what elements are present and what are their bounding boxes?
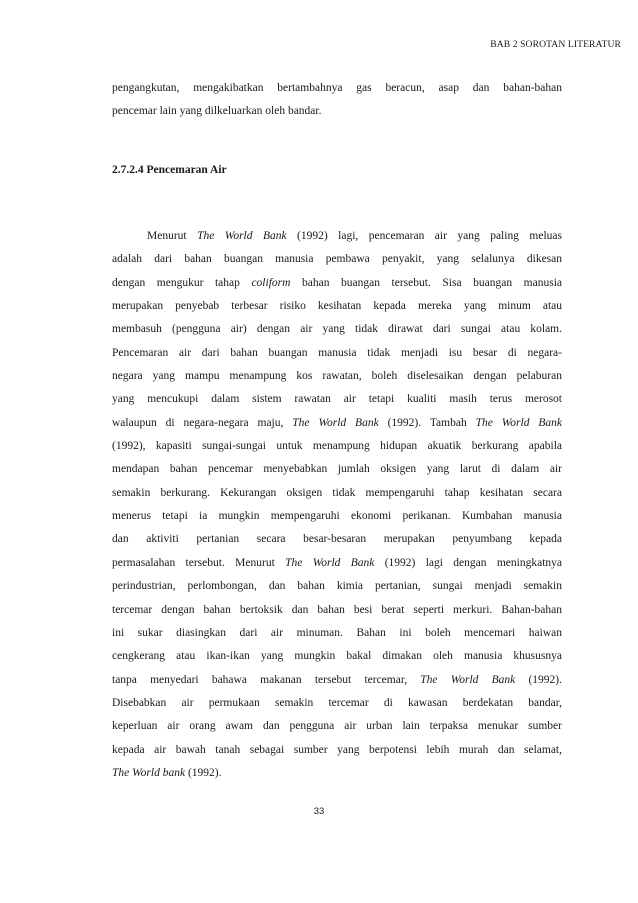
text-run: cengkerang atau ikan-ikan yang mungkin bakal dimakan oleh manusia khususnya — [112, 650, 562, 663]
body-paragraph — [112, 225, 562, 785]
text-run: permasalahan tersebut. Menurut — [112, 556, 286, 569]
text-run: semakin berkurang. Kekurangan oksigen tidak mempengaruhi tahap kesihatan secara — [112, 486, 562, 499]
text-run: Menurut — [147, 230, 198, 242]
italic-text: The World Bank — [292, 416, 379, 429]
paragraph-line — [112, 669, 562, 692]
text-run: adalah dari bahan buangan manusia pembawa penyakit, yang selalunya dikesan — [112, 253, 562, 266]
running-header: BAB 2 SOROTAN LITERATUR — [490, 39, 621, 50]
paragraph-line — [112, 528, 562, 551]
italic-text: The World Bank — [475, 416, 563, 429]
section-heading: 2.7.2.4 Pencemaran Air — [112, 164, 227, 176]
text-run: (1992). — [185, 766, 222, 779]
text-run: ini sukar diasingkan dari air minuman. Bahan ini boleh mencemari haiwan — [112, 626, 562, 639]
paragraph-line — [112, 365, 562, 388]
page-number: 33 — [313, 806, 325, 817]
text-run: (1992), kapasiti sungai-sungai untuk menampung hidupan akuatik berkurang apabila — [112, 440, 562, 453]
text-run: (1992) lagi, pencemaran air yang paling meluas — [286, 230, 562, 242]
text-run: (1992) lagi dengan meningkatnya — [374, 556, 563, 569]
paragraph-line — [112, 388, 562, 411]
text-run: Disebabkan air permukaan semakin tercemar di kawasan berdekatan bandar, — [112, 696, 562, 709]
paragraph-line: pengangkutan, mengakibatkan bertambahnya gas beracun, asap dan bahan-bahan — [112, 82, 562, 94]
italic-text: The World Bank — [285, 556, 375, 569]
paragraph-line — [112, 599, 562, 622]
paragraph-line — [112, 645, 562, 668]
paragraph-line — [112, 435, 562, 458]
text-run: membasuh (pengguna air) dengan air yang tidak dirawat dari sungai atau kolam. — [112, 323, 562, 336]
paragraph-line — [112, 505, 562, 528]
paragraph-line — [112, 762, 562, 785]
text-run: walaupun di negara-negara maju, — [112, 416, 293, 429]
paragraph-line — [112, 575, 562, 598]
text-run: perindustrian, perlombongan, dan bahan kimia pertanian, sungai menjadi semakin — [112, 580, 562, 593]
paragraph-line — [112, 622, 562, 645]
text-run: tanpa menyedari bahawa makanan tersebut tercemar, — [112, 673, 421, 686]
paragraph-line — [112, 715, 562, 738]
text-run: merupakan penyebab terbesar risiko kesihatan kepada mereka yang minum atau — [112, 300, 562, 313]
paragraph-line — [112, 295, 562, 318]
paragraph-line — [112, 552, 562, 575]
text-run: bahan buangan tersebut. Sisa buangan manusia — [290, 276, 562, 289]
text-run: keperluan air orang awam dan pengguna air urban lain terpaksa menukar sumber — [112, 720, 562, 733]
paragraph-line — [112, 342, 562, 365]
paragraph-line — [112, 248, 562, 271]
text-run: dan aktiviti pertanian secara besar-besaran merupakan penyumbang kepada — [112, 533, 562, 546]
paragraph-line — [112, 692, 562, 715]
italic-text: The World Bank — [420, 673, 516, 686]
text-run: negara yang mampu menampung kos rawatan, boleh diselesaikan dengan pelaburan — [112, 370, 562, 383]
paragraph-line — [112, 225, 562, 248]
italic-text: The World Bank — [197, 230, 287, 242]
text-run: mendapan bahan pencemar menyebabkan jumlah oksigen yang larut di dalam air — [112, 463, 562, 476]
paragraph-line — [112, 482, 562, 505]
text-run: (1992). Tambah — [378, 416, 476, 429]
text-run: menerus tetapi ia mungkin mempengaruhi ekonomi perikanan. Kumbahan manusia — [112, 510, 562, 523]
text-run: Pencemaran air dari bahan buangan manusia tidak menjadi isu besar di negara- — [112, 346, 562, 359]
paragraph-line — [112, 412, 562, 435]
paragraph-line — [112, 739, 562, 762]
paragraph-line — [112, 318, 562, 341]
text-run: tercemar dengan bahan bertoksik dan bahan besi berat seperti merkuri. Bahan-bahan — [112, 603, 562, 616]
paragraph-line: pencemar lain yang dilkeluarkan oleh bandar. — [112, 105, 322, 118]
italic-text: The World bank — [112, 766, 186, 779]
intro-paragraph — [112, 77, 562, 124]
paragraph-line — [112, 458, 562, 481]
text-run: (1992). — [515, 673, 562, 686]
text-run: yang mencukupi dalam sistem rawatan air tetapi kualiti masih terus merosot — [112, 393, 562, 406]
text-run: dengan mengukur tahap — [112, 276, 252, 289]
text-run: kepada air bawah tanah sebagai sumber yang berpotensi lebih murah dan selamat, — [112, 743, 562, 756]
italic-text: coliform — [251, 276, 291, 289]
paragraph-line — [112, 272, 562, 295]
